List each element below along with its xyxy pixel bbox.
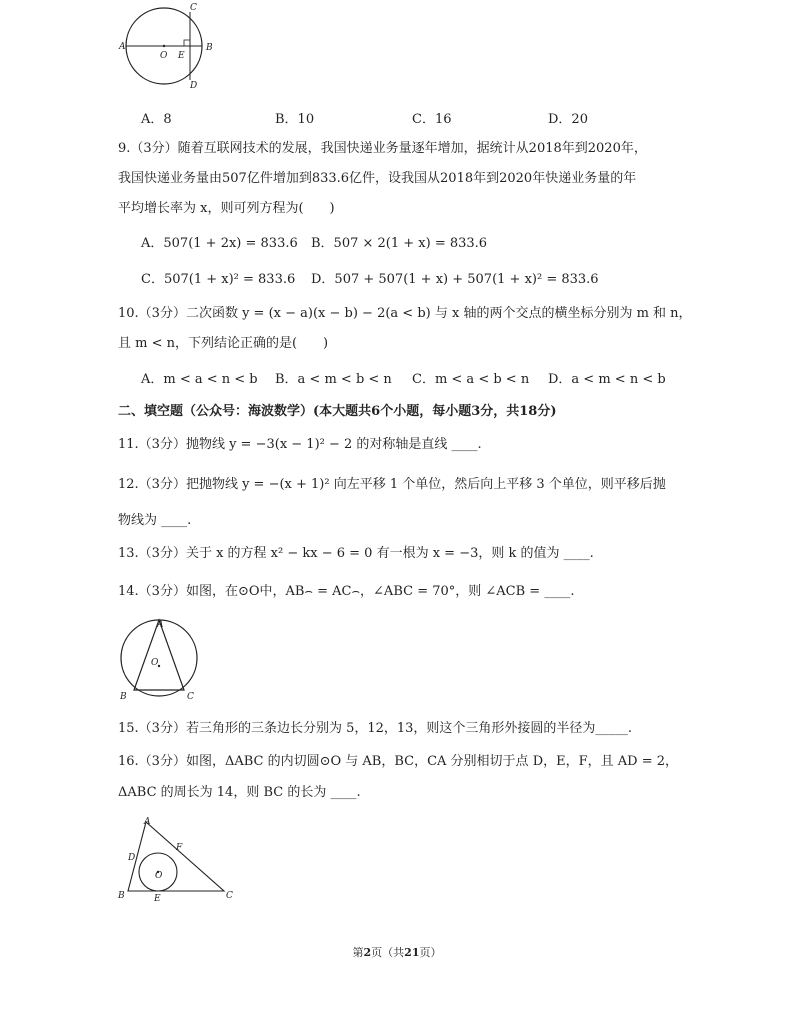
q15: 15.（3分）若三角形的三条边长分别为 5，12，13，则这个三角形外接圆的半径为_____.: [118, 721, 633, 736]
label-c: C: [190, 3, 197, 13]
q9-line2: 我国快递业务量由507亿件增加到833.6亿件，设我国从2018年到2020年快递业务量的年: [118, 171, 637, 186]
label-f: F: [176, 843, 183, 853]
label-b: B: [118, 891, 125, 901]
footer-post: 页）: [419, 946, 442, 959]
q8-choice-a: A．8: [141, 112, 172, 127]
q16-line2: ΔABC 的周长为 14，则 BC 的长为 ____.: [118, 785, 361, 800]
q9-line1: 9.（3分）随着互联网技术的发展，我国快递业务量逐年增加，据统计从2018年到2020年，: [118, 141, 647, 156]
label-o: O: [155, 871, 163, 881]
q9-choice-d: D．507 + 507(1 + x) + 507(1 + x)² = 833.6: [311, 272, 599, 287]
q8-choice-b: B．10: [275, 112, 315, 127]
right-angle-mark: [184, 40, 190, 46]
q16-line1: 16.（3分）如图，ΔABC 的内切圆⊙O 与 AB，BC，CA 分别相切于点 D，E，F，且 AD = 2，: [118, 754, 678, 769]
label-b: B: [206, 43, 213, 53]
q10-line1: 10.（3分）二次函数 y = (x − a)(x − b) − 2(a < b) 与 x 轴的两个交点的横坐标分别为 m 和 n，: [118, 306, 692, 321]
label-o: O: [151, 658, 159, 668]
label-c: C: [187, 692, 194, 702]
footer-pre: 第: [352, 946, 364, 959]
label-c: C: [226, 891, 233, 901]
footer-mid: 页（共: [371, 946, 405, 959]
q12-line2: 物线为 ____.: [118, 513, 192, 528]
q10-choice-b: B．a < m < b < n: [275, 372, 392, 387]
triangle-abc: [134, 620, 184, 690]
q14: 14.（3分）如图，在⊙O中，AB⌢ = AC⌢，∠ABC = 70°，则 ∠ACB = ____.: [118, 584, 575, 599]
q8-choice-d: D．20: [548, 112, 588, 127]
q10-line2: 且 m < n，下列结论正确的是( ): [118, 336, 329, 351]
label-d: D: [190, 81, 198, 91]
q9-choice-a: A．507(1 + 2x) = 833.6: [141, 236, 298, 251]
circle-o: [121, 620, 197, 696]
triangle-abc: [128, 822, 224, 891]
section-fill-in-heading: 二、填空题（公众号：海波数学）(本大题共6个小题，每小题3分，共18分): [118, 404, 557, 419]
page-footer: [0, 944, 794, 960]
q11: 11.（3分）抛物线 y = −3(x − 1)² − 2 的对称轴是直线 ____.: [118, 437, 482, 452]
q10-choice-c: C．m < a < b < n: [412, 372, 530, 387]
figure-q14-inscribed-triangle: [116, 615, 226, 705]
figure-q8-circle: [118, 0, 218, 100]
label-d: D: [128, 853, 136, 863]
footer-total-pages: 21: [404, 946, 420, 959]
label-a: A: [119, 42, 126, 52]
q10-choice-d: D．a < m < n < b: [548, 372, 666, 387]
figure-q16-incircle: [116, 814, 241, 904]
q10-choice-a: A．m < a < n < b: [141, 372, 258, 387]
label-e: E: [178, 51, 185, 61]
q9-line3: 平均增长率为 x，则可列方程为( ): [118, 201, 335, 216]
q12-line1: 12.（3分）把抛物线 y = −(x + 1)² 向左平移 1 个单位，然后向上平移 3 个单位，则平移后抛: [118, 477, 666, 492]
label-a: A: [144, 817, 151, 827]
footer-page-number: 2: [363, 946, 372, 959]
label-b: B: [120, 692, 127, 702]
q9-choice-b: B．507 × 2(1 + x) = 833.6: [311, 236, 488, 251]
q13: 13.（3分）关于 x 的方程 x² − kx − 6 = 0 有一根为 x = −3，则 k 的值为 ____.: [118, 546, 594, 561]
label-a: A: [157, 620, 164, 630]
label-e: E: [154, 894, 161, 904]
label-o: O: [160, 51, 168, 61]
q9-choice-c: C．507(1 + x)² = 833.6: [141, 272, 296, 287]
q8-choice-c: C．16: [412, 112, 452, 127]
